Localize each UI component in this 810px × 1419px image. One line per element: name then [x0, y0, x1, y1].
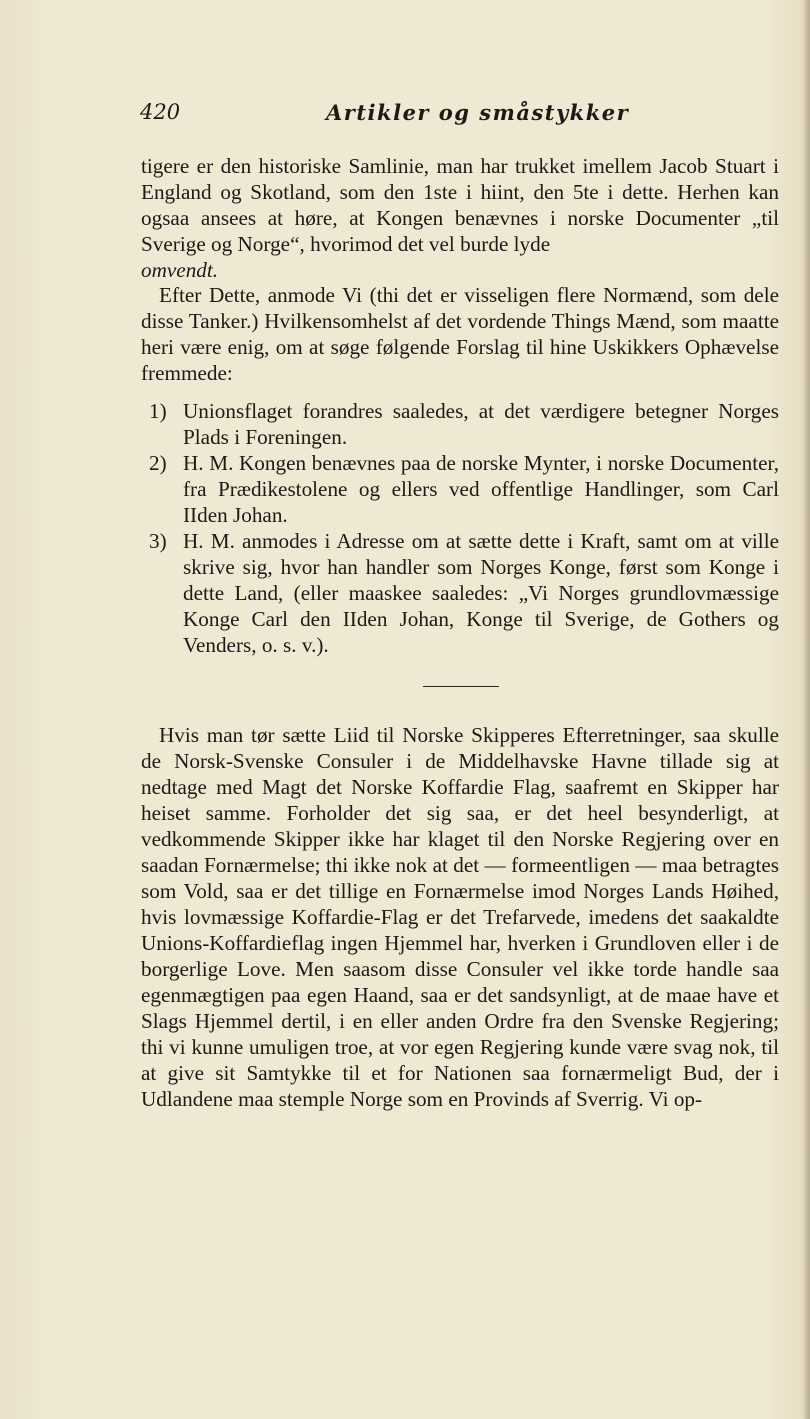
section-divider — [423, 686, 499, 687]
proposal-list — [141, 398, 779, 658]
list-item-number: 1) — [149, 399, 167, 423]
list-item-number: 3) — [149, 529, 167, 553]
list-item-text: Unionsflaget forandres saaledes, at det værdigere betegner Norges Plads i Foreningen. — [183, 399, 779, 449]
list-item — [141, 450, 779, 528]
list-item-text: H. M. Kongen benævnes paa de norske Mynter, i norske Documenter, fra Prædikestolene og ellers ved offentlige Handlinger, som Carl IIden Johan. — [183, 451, 779, 527]
running-title: Artikler og småstykker — [326, 100, 630, 125]
page-edge-shadow — [802, 0, 810, 1419]
paragraph-1 — [141, 153, 779, 283]
paragraph-1-italic-end: omvendt. — [141, 258, 219, 282]
paragraph-2-text: Efter Dette, anmode Vi (thi det er visseligen flere Normænd, som dele disse Tanker.) Hvilkensomhelst af det vordende Things Mænd, som maatte heri være enig, om at søge følgende Forslag til hine Uskikkers Ophævelse fremmede: — [141, 283, 779, 385]
page-number: 420 — [140, 100, 181, 124]
paragraph-1-text: tigere er den historiske Samlinie, man har trukket imellem Jacob Stuart i England og Skotland, som den 1ste i hiint, den 5te i dette. Herhen kan ogsaa ansees at høre, at Kongen benævnes i norske Documenter „til Sverige og Norge“, hvorimod det vel burde lyde — [141, 154, 779, 256]
paragraph-3-text: Hvis man tør sætte Liid til Norske Skipperes Efterretninger, saa skulle de Norsk-Svenske Consuler i de Middelhavske Havne tillade sig at nedtage med Magt det Norske Koffardie Flag, saafremt en Skipper har heiset samme. Forholder det sig saa, er det heel besynderligt, at vedkommende Skipper ikke har klaget til den Norske Regjering over en saadan Fornærmelse; thi ikke nok at det — formeentligen — maa betragtes som Vold, saa er det tillige en Fornærmelse imod Norges Lands Høihed, hvis lovmæssige Koffardie-Flag er det Trefarvede, imedens det saakaldte Unions-Koffardieflag ingen Hjemmel har, hverken i Grundloven eller i de borgerlige Love. Men saasom disse Consuler vel ikke torde handle saa egenmægtigen paa egen Haand, saa er det sandsynligt, at de maae have et Slags Hjemmel dertil, i en eller anden Ordre fra den Svenske Regjering; thi vi kunne umuligen troe, at vor egen Regjering kunde være svag nok, til at give sit Samtykke til et for Nationen saa fornærmeligt Bud, der i Udlandene maa stemple Norge som en Provinds af Sverrig. Vi op- — [141, 723, 779, 1111]
list-item — [141, 398, 779, 450]
page-header — [140, 100, 780, 132]
paragraph-3 — [141, 722, 779, 1112]
list-item — [141, 528, 779, 658]
list-item-text: H. M. anmodes i Adresse om at sætte dette i Kraft, samt om at ville skrive sig, hvor han handler som Norges Konge, først som Konge i dette Land, (eller maaskee saaledes: „Vi Norges grundlovmæssige Konge Carl den IIden Johan, Konge til Sverige, de Gothers og Venders, o. s. v.). — [183, 529, 779, 657]
list-item-number: 2) — [149, 451, 167, 475]
paragraph-2 — [141, 282, 779, 386]
